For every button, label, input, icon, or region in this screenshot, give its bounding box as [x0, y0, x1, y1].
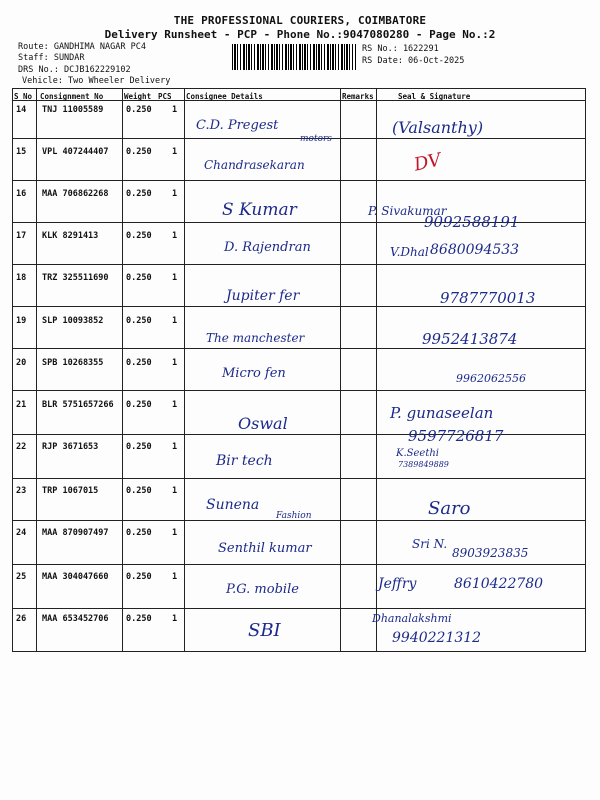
- row-consignment: RJP 3671653: [42, 442, 99, 452]
- row-consignment: MAA 870907497: [42, 528, 109, 538]
- runsheet-title: Delivery Runsheet - PCP - Phone No.:9047080280 - Page No.:2: [104, 28, 496, 41]
- row-weight: 0.250: [126, 400, 152, 410]
- consignee-handwritten: Jupiter fer: [226, 288, 300, 304]
- signature: Sri N.: [412, 537, 448, 551]
- row-weight: 0.250: [126, 614, 152, 624]
- row-sno: 15: [16, 147, 27, 157]
- red-stamp: DV: [412, 149, 444, 176]
- consignee-handwritten: P.G. mobile: [226, 582, 299, 597]
- row-sno: 16: [16, 189, 27, 199]
- signature-phone: 9597726817: [408, 427, 504, 445]
- row-pcs: 1: [172, 105, 178, 115]
- drs-number: DRS No.: DCJB162229102: [18, 65, 131, 75]
- signature: K.Seethi: [396, 448, 439, 459]
- consignee-handwritten: Oswal: [238, 414, 288, 433]
- row-consignment: MAA 706862268: [42, 189, 109, 199]
- consignee-handwritten-line2: motors: [300, 134, 332, 144]
- row-sno: 25: [16, 572, 27, 582]
- row-weight: 0.250: [126, 316, 152, 326]
- row-pcs: 1: [172, 528, 178, 538]
- row-weight: 0.250: [126, 528, 152, 538]
- row-weight: 0.250: [126, 358, 152, 368]
- consignee-handwritten: The manchester: [206, 331, 305, 345]
- col-remarks: Remarks: [342, 92, 374, 101]
- row-sno: 20: [16, 358, 27, 368]
- staff-label: Staff: SUNDAR: [18, 53, 85, 63]
- consignee-handwritten: S Kumar: [222, 200, 297, 220]
- signature-phone: 8903923835: [452, 546, 529, 560]
- row-pcs: 1: [172, 400, 178, 410]
- row-weight: 0.250: [126, 273, 152, 283]
- row-consignment: KLK 8291413: [42, 231, 99, 241]
- row-sno: 19: [16, 316, 27, 326]
- col-pcs: PCS: [158, 92, 172, 101]
- col-sno: S No: [14, 92, 33, 101]
- row-consignment: TRZ 325511690: [42, 273, 109, 283]
- row-consignment: TRP 1067015: [42, 486, 99, 496]
- row-consignment: MAA 304047660: [42, 572, 109, 582]
- signature-phone: 8680094533: [430, 242, 520, 258]
- row-weight: 0.250: [126, 105, 152, 115]
- row-pcs: 1: [172, 231, 178, 241]
- rs-date: RS Date: 06-Oct-2025: [362, 56, 465, 66]
- row-weight: 0.250: [126, 486, 152, 496]
- row-sno: 26: [16, 614, 27, 624]
- row-pcs: 1: [172, 442, 178, 452]
- runsheet-table: [12, 88, 586, 652]
- row-consignment: BLR 5751657266: [42, 400, 114, 410]
- col-consignment: Consignment No: [40, 92, 104, 101]
- row-weight: 0.250: [126, 147, 152, 157]
- consignee-handwritten: D. Rajendran: [224, 240, 311, 255]
- row-pcs: 1: [172, 316, 178, 326]
- col-signature: Seal & Signature: [398, 92, 471, 101]
- signature: P. gunaseelan: [390, 404, 494, 422]
- row-pcs: 1: [172, 486, 178, 496]
- row-pcs: 1: [172, 147, 178, 157]
- row-consignment: MAA 653452706: [42, 614, 109, 624]
- row-sno: 22: [16, 442, 27, 452]
- signature-phone: 9787770013: [440, 289, 536, 307]
- row-consignment: SPB 10268355: [42, 358, 104, 368]
- consignee-handwritten: Bir tech: [216, 453, 273, 469]
- signature-phone: 9962062556: [456, 372, 526, 385]
- row-weight: 0.250: [126, 189, 152, 199]
- row-consignment: TNJ 11005589: [42, 105, 104, 115]
- consignee-handwritten: Micro fen: [222, 366, 286, 381]
- vehicle-label: Vehicle: Two Wheeler Delivery: [22, 76, 171, 86]
- consignee-handwritten: Sunena: [206, 497, 260, 513]
- row-weight: 0.250: [126, 572, 152, 582]
- consignee-handwritten: SBI: [248, 620, 281, 641]
- row-pcs: 1: [172, 189, 178, 199]
- row-pcs: 1: [172, 572, 178, 582]
- row-consignment: VPL 407244407: [42, 147, 109, 157]
- route-label: Route: GANDHIMA NAGAR PC4: [18, 42, 146, 52]
- col-consignee: Consignee Details: [186, 92, 263, 101]
- signature-phone: 9952413874: [422, 330, 518, 348]
- row-pcs: 1: [172, 273, 178, 283]
- signature: Dhanalakshmi: [372, 612, 452, 625]
- signature-phone: 9940221312: [392, 630, 482, 646]
- signature: (Valsanthy): [392, 118, 484, 137]
- row-sno: 14: [16, 105, 27, 115]
- row-sno: 17: [16, 231, 27, 241]
- signature: Jeffry: [378, 576, 417, 592]
- company-name: THE PROFESSIONAL COURIERS, COIMBATORE: [173, 14, 427, 27]
- consignee-handwritten: Chandrasekaran: [204, 158, 305, 172]
- row-sno: 21: [16, 400, 27, 410]
- consignee-handwritten: Senthil kumar: [218, 541, 312, 556]
- signature-phone: 8610422780: [454, 576, 544, 592]
- signature: P. Sivakumar: [368, 204, 447, 218]
- row-sno: 18: [16, 273, 27, 283]
- rs-number: RS No.: 1622291: [362, 44, 439, 54]
- signature-phone: 7389849889: [398, 460, 449, 469]
- row-weight: 0.250: [126, 231, 152, 241]
- row-sno: 23: [16, 486, 27, 496]
- signature: V.Dhal: [390, 245, 429, 259]
- signature-phone: 9092588191: [424, 213, 520, 231]
- col-weight: Weight: [124, 92, 152, 101]
- consignee-handwritten: C.D. Pregest: [196, 118, 279, 133]
- row-pcs: 1: [172, 614, 178, 624]
- row-weight: 0.250: [126, 442, 152, 452]
- row-consignment: SLP 10093852: [42, 316, 104, 326]
- consignee-handwritten-line2: Fashion: [276, 511, 312, 521]
- row-sno: 24: [16, 528, 27, 538]
- signature: Saro: [428, 498, 471, 519]
- row-pcs: 1: [172, 358, 178, 368]
- barcode: [232, 44, 356, 70]
